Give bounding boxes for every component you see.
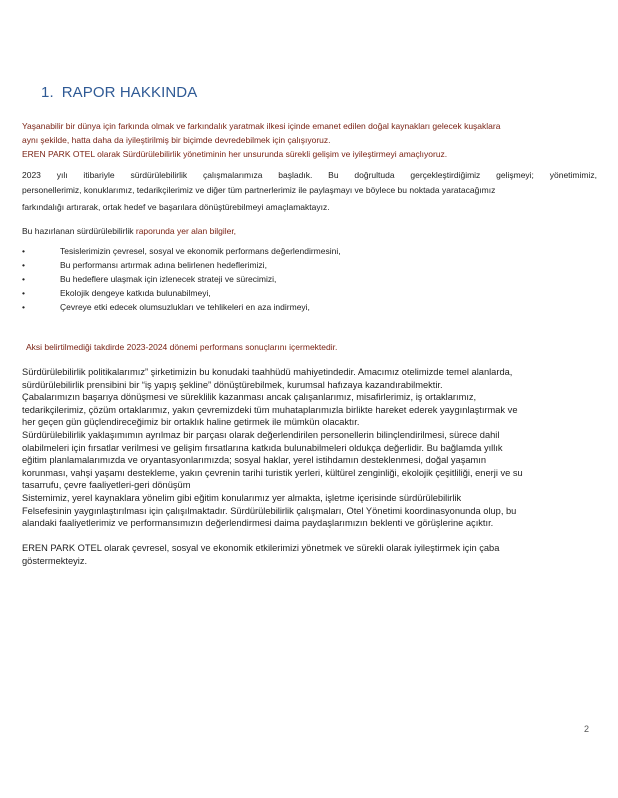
bullet-icon: • bbox=[22, 288, 25, 298]
intro-line-2: aynı şekilde, hatta daha da iyileştirilmiş bir biçimde devredebilmek için çalışıyoruz. bbox=[22, 135, 331, 145]
bullet-icon: • bbox=[22, 246, 25, 256]
section-number: 1. bbox=[41, 84, 54, 101]
body-paragraphs bbox=[22, 366, 607, 568]
list-item bbox=[22, 286, 341, 300]
closing-line: göstermekteyiz. bbox=[22, 555, 88, 566]
body-line: korunması, vahşi yaşamı destekleme, yakın çevrenin tarihi turistik yerleri, kültürel zenginliği, ekolojik çeşitliliği, enerji ve su bbox=[22, 467, 523, 478]
list-item bbox=[22, 258, 341, 272]
report-info-intro-part1: Bu hazırlanan sürdürülebilirlik bbox=[22, 226, 136, 236]
body-line: Sürdürülebilirlik politikalarımız” şirketimizin bu konudaki taahhüdü mahiyetindedir. Amacımız otelimizde temel alanlarda, bbox=[22, 367, 513, 377]
body-line: eğitim planlamalarımızda ve oryantasyonlarımızda; sosyal haklar, yerel istihdamın desteklenmesi, doğal yaşamın bbox=[22, 455, 487, 466]
body-line: Sürdürülebilirlik yaklaşımımın ayrılmaz bir parçası olarak değerlendirilen personellerin bilinçlendirilmesi, sürece dahil bbox=[22, 429, 500, 440]
body-line: sürdürülebilirlik prensibini bir “iş yapış şekline” dönüştürebilmek, kurumsal hafızaya kazandırabilmektir. bbox=[22, 379, 443, 390]
bullet-list bbox=[22, 244, 341, 314]
body-line: alandaki faaliyetlerimiz ve performansımızın değerlendirmesi daima paydaşlarımızın beklenti ve görüşlerine açıktır. bbox=[22, 518, 494, 529]
list-item bbox=[22, 272, 341, 286]
list-item-text: Bu hedeflere ulaşmak için izlenecek strateji ve sürecimizi, bbox=[60, 274, 277, 284]
bullet-icon: • bbox=[22, 260, 25, 270]
list-item-text: Bu performansı artırmak adına belirlenen hedeflerimizi, bbox=[60, 260, 267, 270]
section-heading bbox=[41, 84, 197, 101]
closing-line: EREN PARK OTEL olarak çevresel, sosyal ve ekonomik etkilerimizi yönetmek ve sürekli olarak iyileştirmek için çaba bbox=[22, 543, 500, 554]
report-info-intro bbox=[22, 224, 236, 238]
list-item-text: Çevreye etki edecek olumsuzlukları ve tehlikeleri en aza indirmeyi, bbox=[60, 302, 310, 312]
list-item bbox=[22, 244, 341, 258]
body-line: tasarrufu, çevre faaliyetleri-geri dönüşüm bbox=[22, 480, 191, 491]
report-info-intro-part2: raporunda yer alan bilgiler, bbox=[135, 226, 237, 236]
body-line: Çabalarımızın başarıya dönüşmesi ve süreklilik kazanması ancak çalışanlarımız, misafirlerimiz, iş ortaklarımız, bbox=[22, 392, 477, 403]
section-title: RAPOR HAKKINDA bbox=[61, 84, 198, 101]
body-line: olabilmeleri için fırsatlar verilmesi ve gelişim fırsatlarına katkıda bulunabilmeleri oldukça değerlidir. Bu bağlamda yıllık bbox=[22, 442, 503, 453]
body-line: Sistemimiz, yerel kaynaklara yönelim gibi eğitim konularımız yer almakta, işletme içerisinde sürdürülebilirlik bbox=[22, 492, 462, 503]
paragraph-2023-line-2: personellerimiz, konuklarımız, tedarikçilerimiz ve diğer tüm partnerlerimiz ile paylaşmayı ve böylece bu noktada yaratacağımız bbox=[22, 185, 496, 195]
paragraph-2023-line-3: farkındalığı artırarak, ortak hedef ve başarılara dönüştürebilmeyi amaçlamaktayız. bbox=[22, 202, 330, 212]
intro-line-3: EREN PARK OTEL olarak Sürdürülebilirlik yönetiminin her unsurunda sürekli gelişim ve iyileştirmeyi amaçlıyoruz. bbox=[22, 149, 448, 159]
page-number: 2 bbox=[584, 724, 590, 734]
list-item bbox=[22, 300, 341, 314]
list-item-text: Tesislerimizin çevresel, sosyal ve ekonomik performans değerlendirmesini, bbox=[60, 246, 341, 256]
list-item-text: Ekolojik dengeye katkıda bulunabilmeyi, bbox=[60, 288, 211, 298]
body-line: Felsefesinin yaygınlaştırılması için çalışılmaktadır. Sürdürülebilirlik çalışmaları, Otel Yönetimi koordinasyonunda olup, bu bbox=[22, 505, 517, 516]
scope-note: Aksi belirtilmediği takdirde 2023-2024 dönemi performans sonuçlarını içermektedir. bbox=[26, 342, 338, 352]
body-line: tedarikçilerimiz, çözüm ortaklarımız, yakın çevremizdeki tüm muhataplarımızla birlikte hareket ederek yaygınlaştırmak ve bbox=[22, 404, 518, 415]
paragraph-2023-line-1: 2023 yılı itibariyle sürdürülebilirlik çalışmalarımıza başladık. Bu doğrultuda gerçekleştirdiğimiz gelişmeyi; yönetimimiz, bbox=[22, 170, 597, 180]
bullet-icon: • bbox=[22, 274, 25, 284]
body-line: her geçen gün güçlendireceğimiz bir ortaklık haline getirmek ile mümkün olacaktır. bbox=[22, 417, 360, 428]
intro-line-1: Yaşanabilir bir dünya için farkında olmak ve farkındalık yaratmak ilkesi içinde emanet edilen doğal kaynakları gelecek kuşaklara bbox=[22, 121, 501, 131]
bullet-icon: • bbox=[22, 302, 25, 312]
